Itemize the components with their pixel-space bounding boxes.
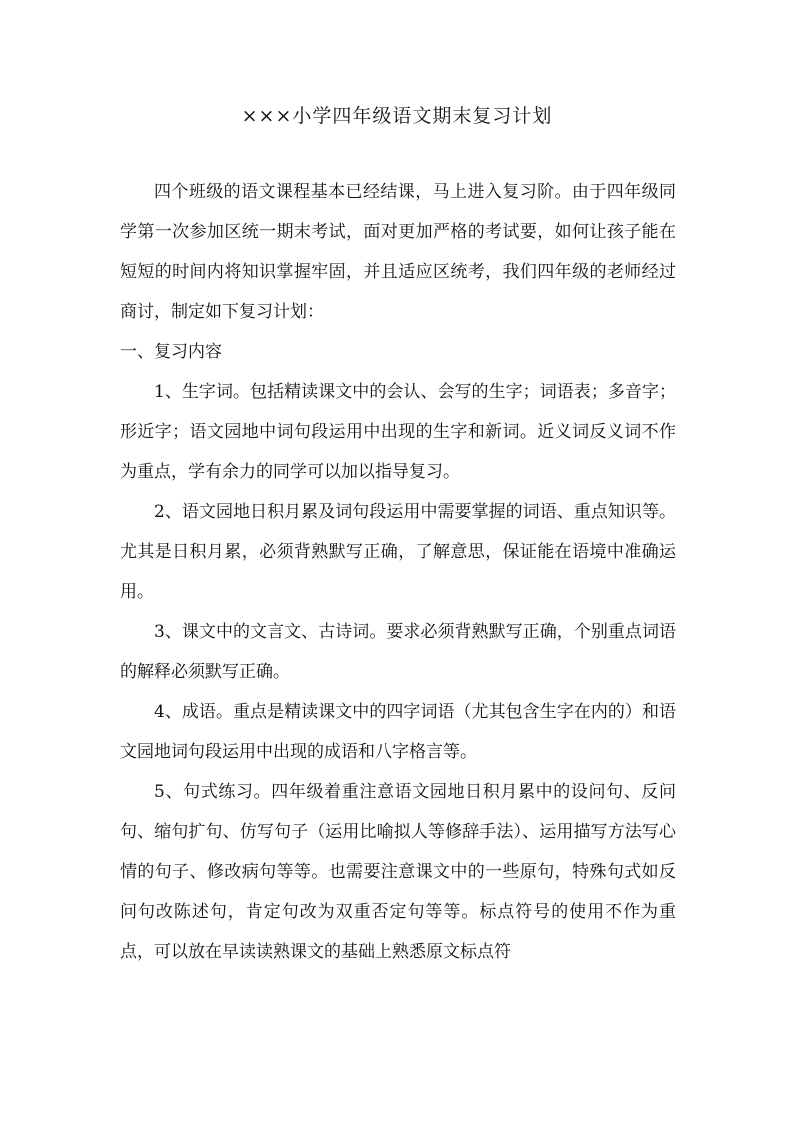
document-title: ×××小学四年级语文期末复习计划 [241, 105, 553, 127]
list-item: 5、句式练习。四年级着重注意语文园地日积月累中的设问句、反问句、缩句扩句、仿写句子（运用比喻拟人等修辞手法）、运用描写方法写心情的句子、修改病句等等。也需要注意课文中的一些原句，特殊句式如反问句改陈述句，肯定句改为双重否定句等等。标点符号的使用不作为重点，可以放在早读读熟课文的基础上熟悉原文标点符 [120, 782, 676, 962]
list-item: 4、成语。重点是精读课文中的四字词语（尤其包含生字在内的）和语文园地词句段运用中出现的成语和八字格言等。 [120, 702, 676, 762]
list-item: 2、语文园地日积月累及词句段运用中需要掌握的词语、重点知识等。尤其是日积月累，必须背熟默写正确，了解意思，保证能在语境中准确运用。 [120, 502, 676, 602]
section-heading: 一、复习内容 [120, 342, 222, 362]
document-body [120, 172, 676, 972]
list-item: 1、生字词。包括精读课文中的会认、会写的生字；词语表；多音字；形近字；语文园地中词句段运用中出现的生字和新词。近义词反义词不作为重点，学有余力的同学可以加以指导复习。 [120, 382, 676, 482]
intro-paragraph: 四个班级的语文课程基本已经结课，马上进入复习阶。由于四年级同学第一次参加区统一期末考试，面对更加严格的考试要，如何让孩子能在短短的时间内将知识掌握牢固，并且适应区统考，我们四年级的老师经过商讨，制定如下复习计划： [120, 182, 676, 322]
list-item: 3、课文中的文言文、古诗词。要求必须背熟默写正确，个别重点词语的解释必须默写正确。 [120, 622, 676, 682]
